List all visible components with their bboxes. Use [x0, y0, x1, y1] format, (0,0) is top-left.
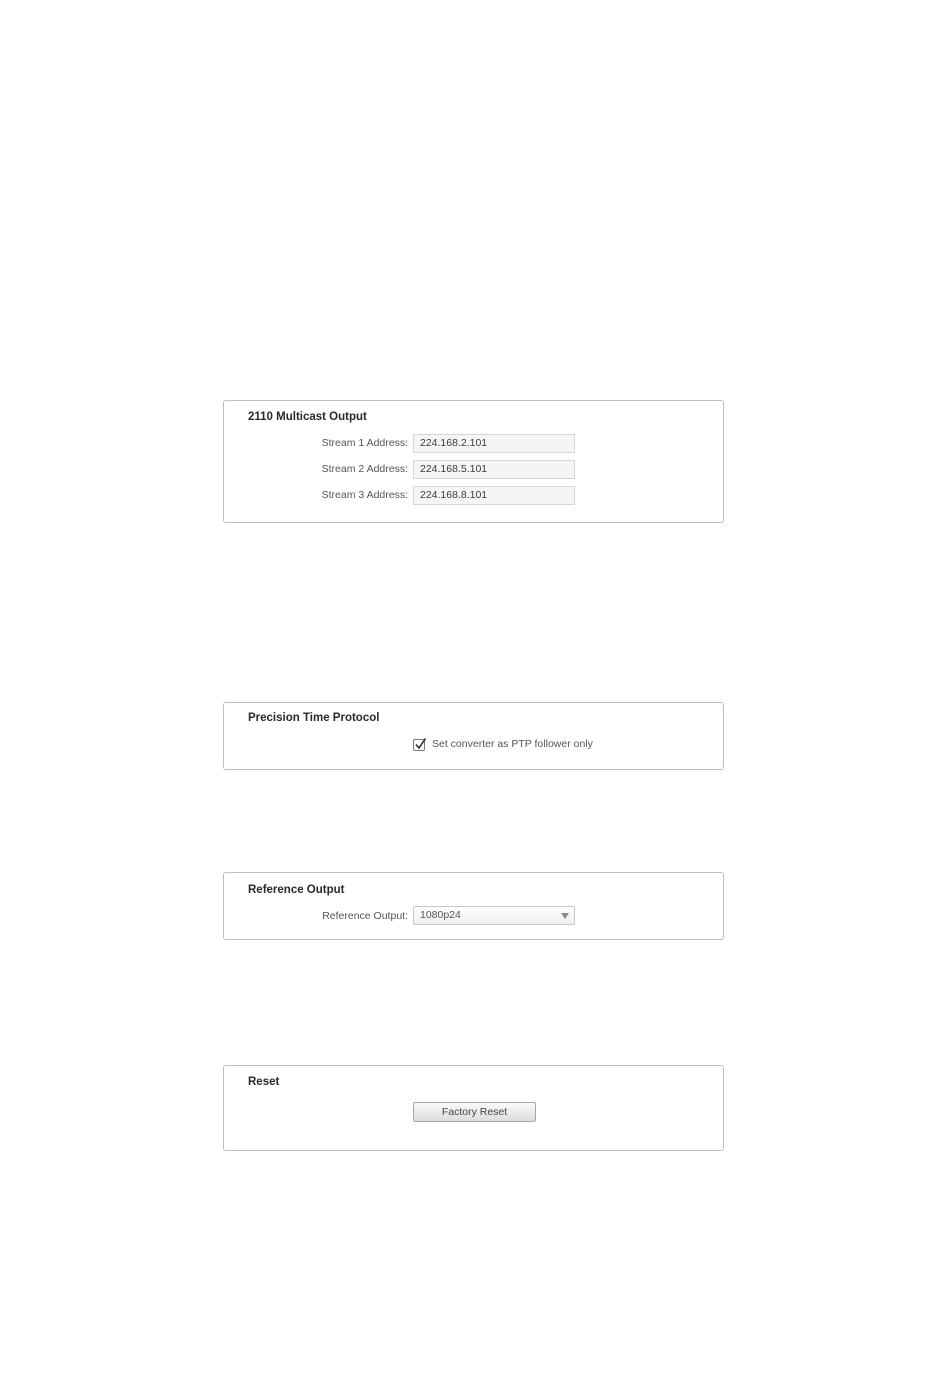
- reset-title: Reset: [248, 1076, 280, 1088]
- reference-output-value: 1080p24: [420, 909, 461, 921]
- multicast-output-panel: [223, 400, 724, 523]
- factory-reset-button[interactable]: Factory Reset: [413, 1102, 536, 1122]
- chevron-down-icon: [561, 913, 569, 919]
- reference-output-title: Reference Output: [248, 884, 345, 896]
- reference-output-select[interactable]: [413, 906, 575, 925]
- stream-2-label: Stream 2 Address:: [321, 463, 408, 475]
- stream-2-address-input[interactable]: 224.168.5.101: [413, 460, 575, 479]
- reset-panel: [223, 1065, 724, 1151]
- multicast-output-title: 2110 Multicast Output: [248, 411, 367, 423]
- ptp-panel: [223, 702, 724, 770]
- ptp-follower-checkbox[interactable]: [413, 739, 425, 751]
- stream-3-address-input[interactable]: 224.168.8.101: [413, 486, 575, 505]
- ptp-follower-label[interactable]: Set converter as PTP follower only: [432, 738, 593, 750]
- stream-3-label: Stream 3 Address:: [321, 489, 408, 501]
- stream-1-address-input[interactable]: 224.168.2.101: [413, 434, 575, 453]
- checkmark-icon: [414, 737, 427, 751]
- reference-output-panel: [223, 872, 724, 940]
- ptp-title: Precision Time Protocol: [248, 712, 380, 724]
- reference-output-label: Reference Output:: [322, 910, 408, 922]
- stream-1-label: Stream 1 Address:: [321, 437, 408, 449]
